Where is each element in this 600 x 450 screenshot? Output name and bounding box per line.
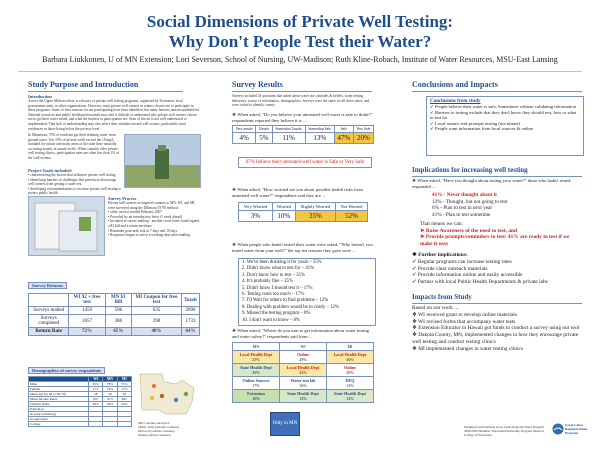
q1-header-row: Very unsafe Unsafe Somewhat Unsafe Somewhat Safe Safe Very Safe (233, 126, 374, 133)
impacts-section (412, 305, 584, 353)
returns-row: Surveys mailed 1459 596 635 2690 (29, 307, 200, 315)
conclusion-item: ✔ People want information from local sources & online (430, 126, 533, 132)
survey-returns-table (28, 293, 200, 336)
further-heading: ❖ Further implications: (412, 252, 468, 258)
process-item: • other surveys mailed February 2007 (108, 210, 163, 215)
demographics-row: Female 17% 18% 17% (29, 387, 132, 392)
q1-summary: 67% believe their untreated well water is Safe or Very Safe (238, 157, 372, 168)
process-item: • Preceded by an introductory letter (1 week ahead) (108, 214, 182, 219)
great-lakes-logo (552, 422, 592, 436)
funding-note: Funding from Extension Great Lakes Regional Water Program, 2008-2009 Healthier Wisconsin Partnership Program, Medical College of Wisconsin (464, 425, 545, 437)
q4-text: ❖ When asked, "Where do you turn to get information about water testing and water safety?" respondents said from ... (232, 328, 369, 339)
demographics-row: College (29, 422, 132, 427)
implication-item: 6% - Plan to test in next year (432, 205, 493, 212)
impact-item: ❖ Dakota County, MN, implemented changes in how they encourage private well testing and conduct testing clinics (412, 332, 579, 345)
returns-header-row (29, 294, 200, 307)
q2-table (238, 202, 368, 222)
reason-item: 3. Don't know how to test – 35% (242, 272, 305, 278)
further-item: ✔ Partner with local Public Health Departments & private labs (412, 279, 548, 286)
goal-item: • identifying barriers or challenges that prevent or discourage well owners from getting a water test (28, 177, 117, 187)
demographics-row: Education (29, 407, 132, 412)
impacts-heading: Impacts from Study (412, 293, 472, 301)
minnesota-text: In Minnesota, 70% of residents get their drinking water from ground water. Ten-15% of private wells exceed the 10 mg/L standard for nitrate and many areas of the state have naturally occurring arsenic at unsafe levels. When counties offer private well testing clinics, participation rates are often less than 1% of the well owners. (28, 133, 120, 160)
survey-results-intro: Surveys included 45 questions that asked about water use, attitudes & beliefs, water testing behaviors, source of information, demographics. Surveys were the same for all three states, and were coded to identify county. (232, 94, 370, 108)
title-line-2: Why Don't People Test their Water? (168, 32, 432, 51)
survey-results-heading: Survey Results (232, 80, 283, 89)
q2-value-row: 3% 10% 35% 52% (239, 211, 368, 222)
well-photo (124, 134, 201, 188)
means-heading: That means we can: (420, 221, 463, 227)
demographics-row: Male 65% 78% 75% (29, 382, 132, 387)
q2-text: ❖ When asked, "How worried are you about possible health risks from untreated well water?" respondents said they are ... (232, 187, 363, 198)
survey-photo-graphic (29, 197, 104, 255)
demographics-label: Demographics of survey respondents (28, 367, 105, 374)
conclusion-item: ✔ People believe their water is safe; Sometimes without validating information (430, 104, 576, 109)
q3-reasons-box (238, 258, 376, 326)
reason-item: 1. We've been drinking it for years – 55% (242, 260, 322, 265)
returns-header-cell (29, 294, 69, 307)
implications-question: ❖ When asked, "Have you thought about testing your water?" those who hadn't tested responded ... (412, 178, 571, 189)
project-goals-heading: Project Goals included: (28, 168, 73, 173)
reason-item: 7. I'll Wait for others to find problems – 12% (242, 298, 329, 304)
returns-header-cell: MI Coupon for free test (131, 294, 181, 307)
q1-text: ❖ When asked, "Do you believe your untreated well water is safe to drink?" respondents reported they believe it is ... (232, 112, 373, 123)
survey-process-heading: Survey Process (108, 196, 137, 201)
impact-item: ❖ Extension Educator in Hawaii got funds to conduct a survey using our tool (412, 325, 580, 332)
further-section (412, 252, 582, 286)
demographics-row: Child in home 26% 29% 24% (29, 402, 132, 407)
further-item: ✔ Provide clear outreach materials (412, 265, 488, 272)
survey-process-list (108, 210, 200, 238)
introduction-text: Across the Upper Midwest there is a history of private well testing programs, organized by Extension, local government units, or other organizations. However, most private well owners or renters choose not to participate in these programs. Some of their reasons for not participating have been identified, but many barriers remain unidentified. National resources and public health professionals may find it difficult to understand why private well owners choose not to get their water tested, and what the barriers to participation are. State of the art is not well understood or implemented. That lack of understanding may also affect their attitudes toward well owners, particularly rural residences or those living below the poverty level. (28, 99, 200, 131)
process-item: • Reminder postcards sent at 7 days and 10 days (108, 228, 178, 233)
means-item: ➤ Provide prompts/reminders to test: 41% are ready to test if we make it easy (420, 234, 570, 247)
project-goals-list (28, 173, 122, 196)
reason-item: 6. Testing costs too much – 17% (242, 292, 305, 298)
implications-list (432, 192, 582, 218)
conclusions-label: Conclusions from study (430, 99, 481, 104)
map-caption: MN counties surveyed: Olmst Todd (outside counties) McLeod (outside counties) Dakota (urban counties) (138, 421, 180, 437)
demographics-row: Mean Income Rates $57 $73 $65 (29, 397, 132, 402)
survey-photo (28, 196, 105, 256)
returns-rate-row: Return Rate 72% 65% 48% 64% (29, 328, 200, 336)
returns-row: Surveys completed 1057 386 290 1733 (29, 315, 200, 328)
q1-table (232, 125, 374, 144)
state-map (136, 370, 200, 418)
project-goals (28, 168, 122, 196)
q4-table (232, 342, 374, 403)
great-lakes-logo-text: Great Lakes Regional Water Program (565, 423, 588, 435)
demographics-table (28, 376, 132, 427)
state-map-graphic (136, 370, 200, 418)
survey-process (108, 196, 200, 238)
implication-item: 12% - Thought, but not going to test (432, 198, 508, 205)
implication-item: 41% - Plan to test sometime (432, 211, 491, 218)
q4-row: Online Sources 17% Water test lab 16% DEQ 13% (233, 377, 374, 390)
reason-item: 10. I don't want to know – 8% (242, 317, 300, 323)
conclusions-box (426, 96, 584, 156)
authors: Barbara Liukkonen, U of MN Extension; Lori Severson, School of Nursing, UW-Madison; Ruth Kline-Robach, Institute of Water Resources, MSU-East Lansing (42, 55, 558, 64)
impacts-rule (412, 303, 582, 304)
right-heading-rule (412, 91, 582, 92)
q4-row: Local Health Dept 25% Online 29% Local Health Dept 36% (233, 351, 374, 364)
impact-item: ❖ WI revised forms that accompany water tests (412, 318, 516, 325)
further-item: ✔ Regular programs can increase testing rates (412, 258, 512, 265)
demographics-header-row: WI MN MI (29, 377, 132, 382)
implication-item: 41% - Never thought about it (432, 192, 497, 198)
goal-item: • characterizing the factors that influence private well testing (28, 173, 116, 177)
means-item: ➤ Raise Awareness of the need to test, and (420, 227, 518, 234)
returns-header-cell: WI $2 + free test (69, 294, 105, 307)
great-lakes-logo-icon (552, 423, 564, 435)
reason-item: 5. Didn't know I should test it – 17% (242, 285, 313, 291)
goal-item: • developing recommendations to increase private well testing to protect public health (28, 186, 122, 196)
conclusions-heading: Conclusions and Impacts (412, 80, 498, 89)
q4-row: Extension 16% State Health Dept 15% State Health Dept 12% (233, 390, 374, 403)
implications-rule (412, 176, 582, 177)
further-item: ✔ Provide information online and easily accessible (412, 272, 523, 279)
reason-item: 2. Didn't know what to test for – 41% (242, 266, 315, 272)
demographics-row: At least technology (29, 412, 132, 417)
header-divider (18, 71, 582, 72)
conclusion-item: ✔ Barriers to testing include that they don't know they should test, how or what to test for (430, 109, 577, 121)
impact-item: ❖ WI received grant to develop online materials (412, 311, 517, 318)
poster-title (0, 12, 600, 52)
reason-item: 8. Dealing with problem would be to costly – 12% (242, 304, 339, 310)
demographics-row: in equivalent (29, 417, 132, 422)
returns-header-cell: Totals (182, 294, 200, 307)
well-photo-graphic (125, 135, 200, 187)
survey-returns-label: Survey Returns (28, 282, 67, 289)
process-item: • Responses began to arrive a working days after mailing. (108, 233, 191, 238)
only-in-mn-callout: Only in MN (270, 412, 300, 436)
title-line-1: Social Dimensions of Private Well Testing: (146, 12, 454, 31)
implications-heading: Implications for increasing well testing (412, 166, 528, 174)
impacts-intro: Based on our work ... (412, 305, 459, 311)
survey-process-text: Private well owners in targeted counties in MN, WI, and MI, were surveyed using the Dillman (1978) method: (108, 201, 196, 210)
q4-row: State Health Dept 29% Local Health Dept 22% Online 29% (233, 364, 374, 377)
q2-header-row: Very Worried Worried Slightly Worried Not Worried (239, 203, 368, 211)
q1-value-row: 4% 5% 11% 13% 47% 20% (233, 133, 374, 144)
reason-item: 9. Missed the testing program – 8% (242, 311, 311, 317)
introduction-heading: Introduction (28, 94, 52, 99)
middle-heading-rule (232, 91, 372, 92)
conclusion-item: ✔ Local arsenic risk prompts testing (not nitrate) (430, 120, 521, 126)
process-item: • Included in survey mailing - another cover letter, hand-signed, a $1 bill and a return envelope (108, 219, 200, 228)
q4-header-row: MN WI MI (233, 343, 374, 351)
introduction-section (28, 94, 200, 131)
demographics-row: Mean age (in mi to 50-70) 58 59 58 (29, 392, 132, 397)
impact-item: ❖ MI implemented changes in water testing clinics (412, 345, 523, 352)
returns-header-cell: MN $1 Bill (105, 294, 131, 307)
reason-item: 4. It's probably fine – 25% (242, 279, 293, 285)
means-section (420, 221, 580, 247)
left-heading-rule (28, 91, 183, 92)
study-purpose-heading: Study Purpose and Introduction (28, 80, 139, 89)
q3-text: ❖ When people who hadn't tested their water were asked, "Why haven't you tested water from your well?" the top ten reasons they gave were ... (232, 242, 373, 253)
